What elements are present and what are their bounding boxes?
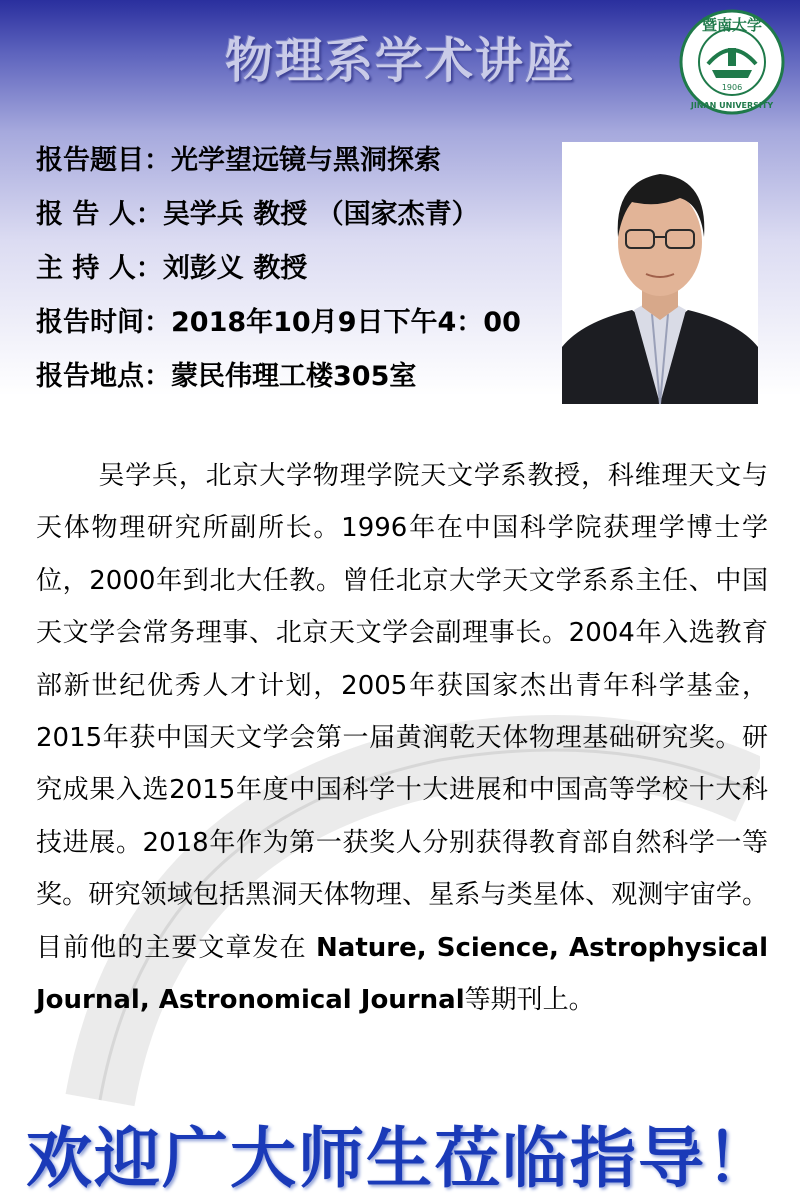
info-value: 蒙民伟理工楼305室 <box>171 361 417 392</box>
info-row-speaker <box>36 197 521 251</box>
info-label: 主 持 人： <box>36 253 163 284</box>
page-title: 物理系学术讲座 <box>224 33 575 89</box>
info-value: 2018年10月9日下午4：00 <box>171 307 521 338</box>
info-label: 报告地点： <box>36 361 171 392</box>
info-row-title <box>36 143 521 197</box>
lecture-info <box>36 143 521 413</box>
info-label: 报 告 人： <box>36 199 163 230</box>
speaker-bio <box>36 450 768 1026</box>
info-label: 报告题目： <box>36 145 171 176</box>
logo-year: 1906 <box>721 83 743 92</box>
info-label: 报告时间： <box>36 307 171 338</box>
info-value: 光学望远镜与黑洞探索 <box>171 145 441 176</box>
info-row-host <box>36 251 521 305</box>
speaker-photo <box>562 142 758 404</box>
university-logo <box>678 8 786 116</box>
info-value: 刘彭义 教授 <box>162 253 308 284</box>
logo-chinese-text: 暨南大学 <box>701 16 763 34</box>
info-row-time <box>36 305 521 359</box>
bio-text: 吴学兵，北京大学物理学院天文学系教授，科维理天文与天体物理研究所副所长。1996年在中国科学院获理学博士学位，2000年到北大任教。曾任北京大学天文学系系主任、中国天文学会常务理事、北京天文学会副理事长。2004年入选教育部新世纪优秀人才计划，2005年获国家杰出青年科学基金，2015年获中国天文学会第一届黄润乾天体物理基础研究奖。研究成果入选2015年度中国科学十大进展和中国高等学校十大科技进展。2018年作为第一获奖人分别获得教育部自然科学一等奖。研究领域包括黑洞天体物理、星系与类星体、观测宇宙学。目前他的主要文章发在 <box>36 461 768 963</box>
bio-journals: Nature, Science, Astrophysical Journal, Astronomical Journal <box>36 932 768 1016</box>
welcome-slogan: 欢迎广大师生莅临指导！ <box>26 1120 774 1197</box>
info-value: 吴学兵 教授 （国家杰青） <box>162 199 479 230</box>
bio-ending: 等期刊上。 <box>464 985 595 1016</box>
logo-english-text: JINAN UNIVERSITY <box>690 101 774 110</box>
info-row-location <box>36 359 521 413</box>
